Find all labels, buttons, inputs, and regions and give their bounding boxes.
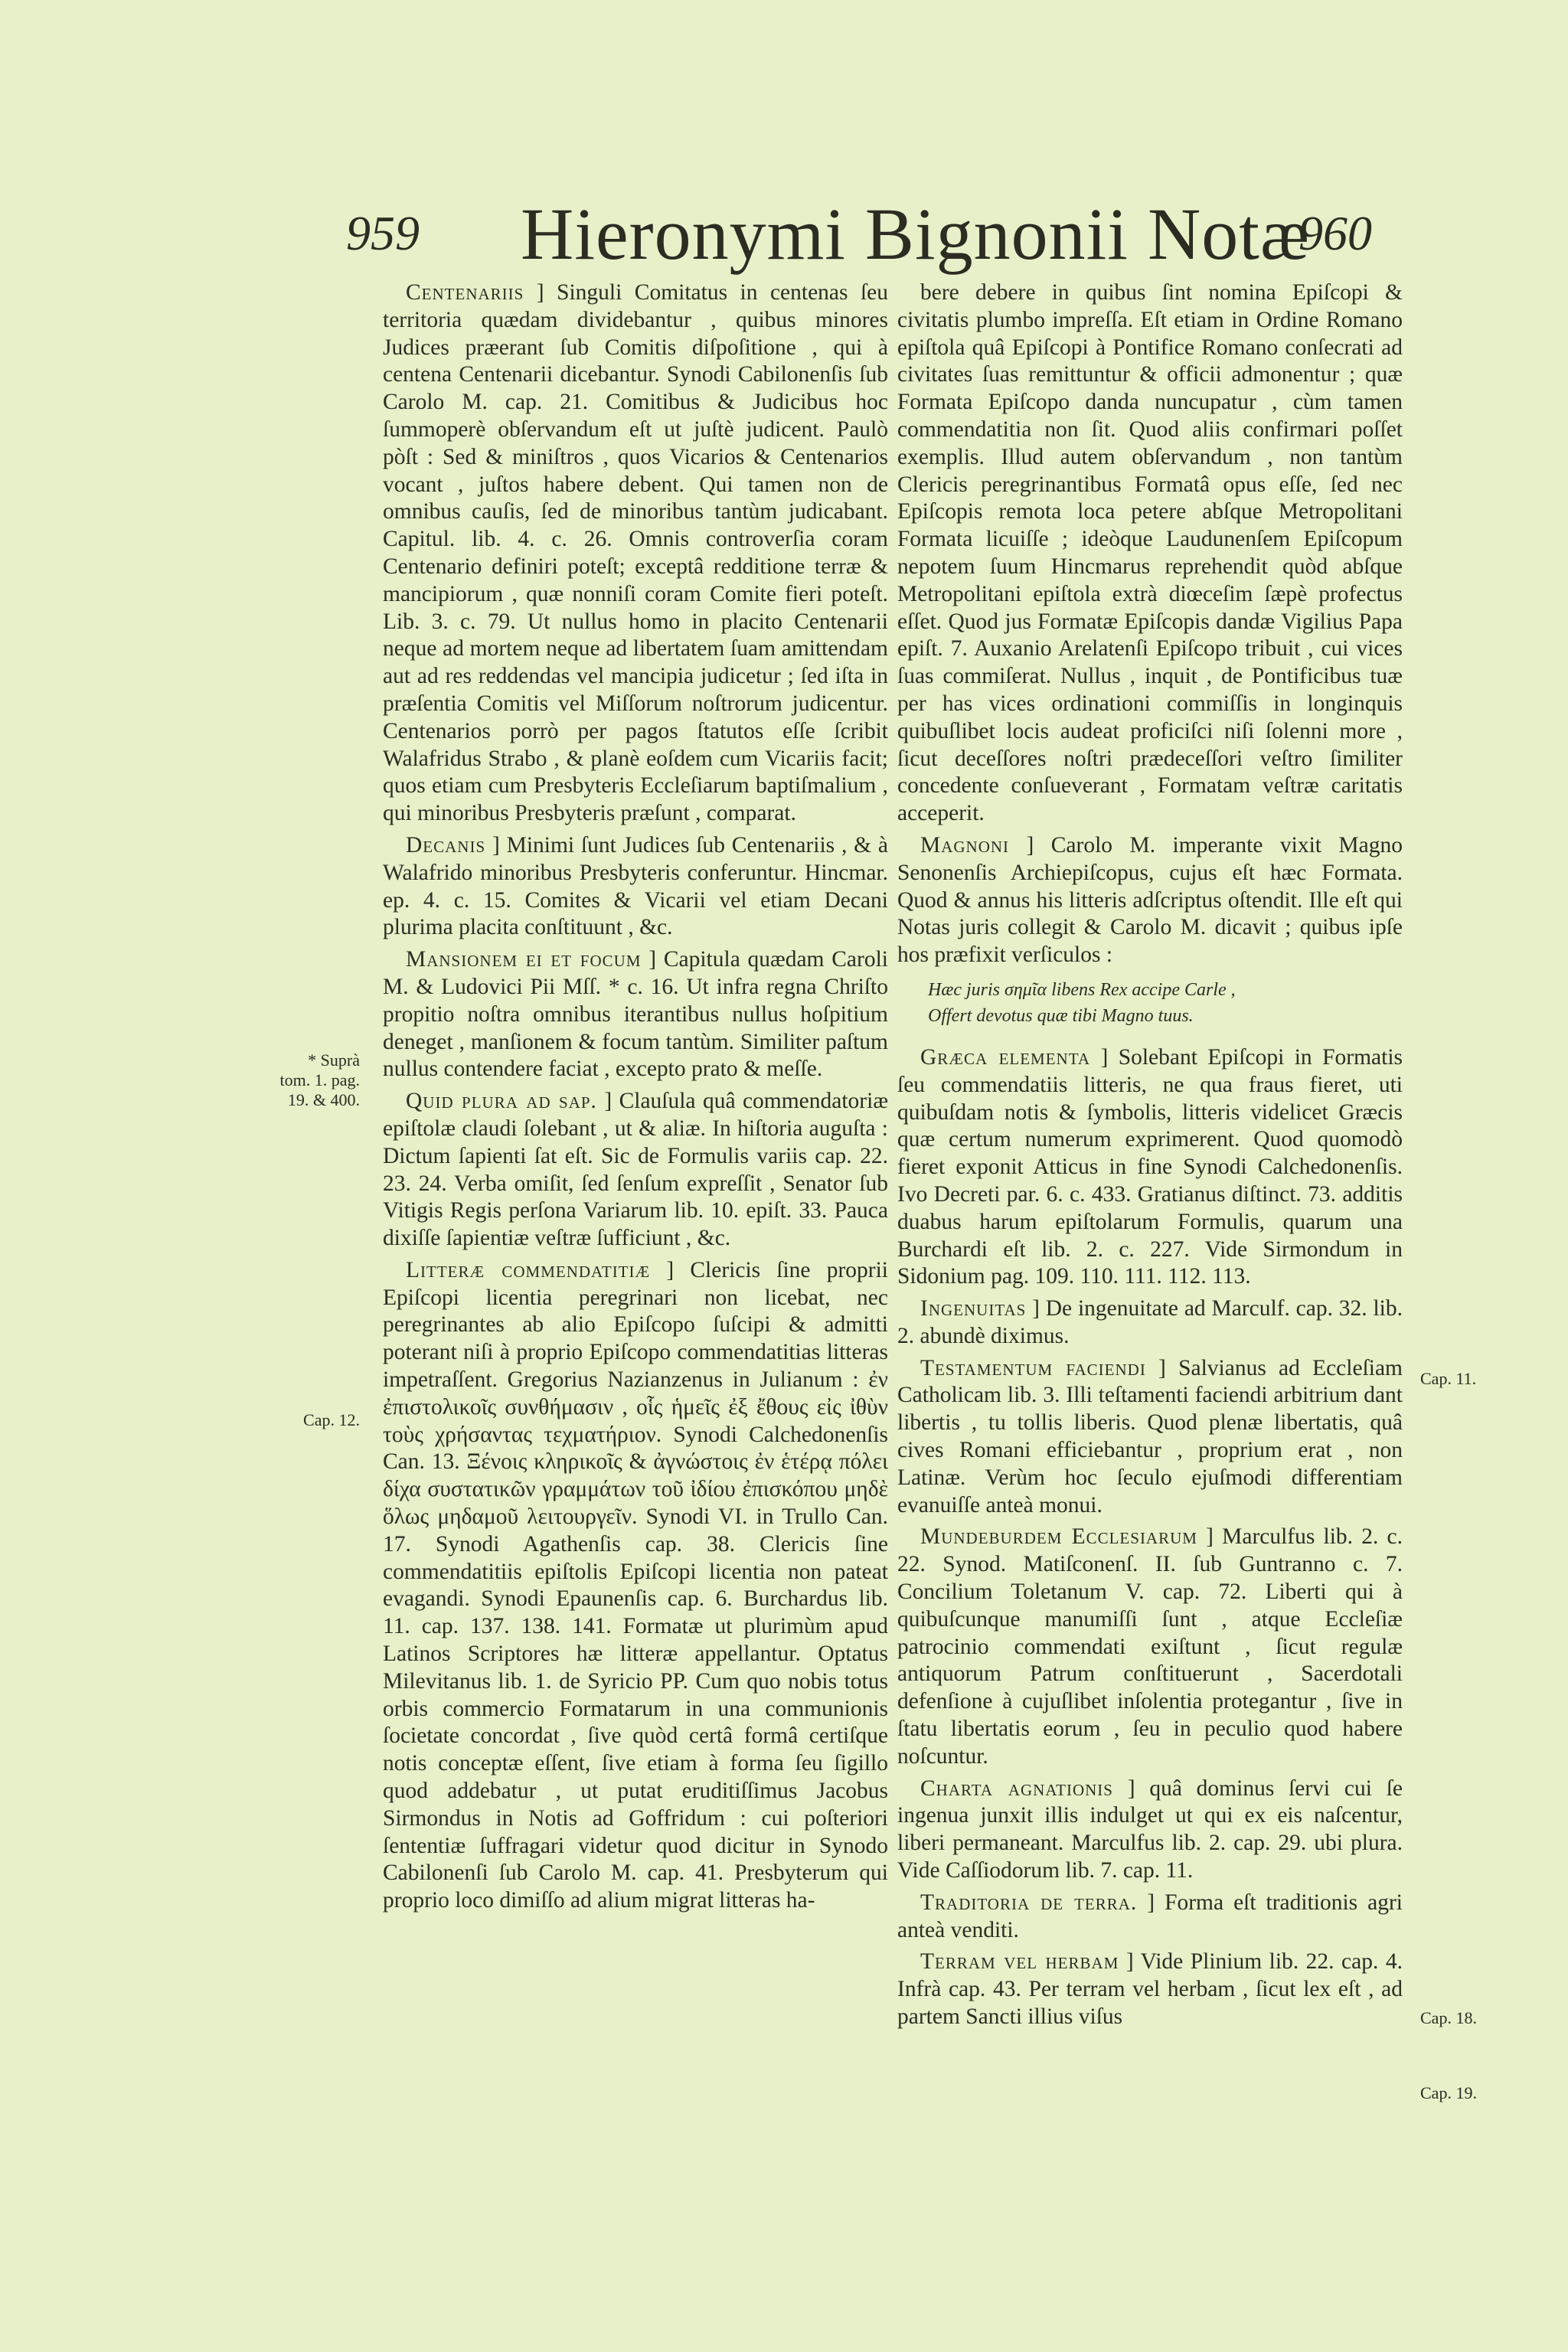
paragraph	[383, 832, 888, 942]
entry-text: ] De ingenuitate ad Marculf. cap. 32. lib. 2. abundè diximus.	[897, 1296, 1403, 1348]
paragraph	[897, 1295, 1403, 1351]
entry-text: ] Singuli Comitatus in centenas ſeu territoria quædam dividebantur , quibus minores Judices præerant ſub Comitis diſpoſitione , qui à centena Centenarii dicebantur. Synodi Cabilonenſis ſub Carolo M. cap. 21. Comitibus & Judicibus hoc ſummoperè obſervandum eſt ut juſtè judicent. Paulò pòſt : Sed & miniſtros , quos Vicarios & Centenarios vocant , juſtos habere debent. Qui tamen non de omnibus cauſis, ſed de minoribus tantùm judicabant. Capitul. lib. 4. c. 26. Omnis controverſia coram Centenario definiri poteſt; exceptâ redditione terræ & mancipiorum , quæ nonniſi coram Comite fieri poteſt. Lib. 3. c. 79. Ut nullus homo in placito Centenarii neque ad mortem neque ad libertatem ſuam amittendam aut ad res reddendas vel mancipia judicetur ; ſed iſta in præſentia Comitis vel Miſſorum noſtrorum judicentur. Centenarios porrò per pagos ſtatutos eſſe ſcribit Walafridus Strabo , & planè eoſdem cum Vicariis facit; quos etiam cum Presbyteris Eccleſiarum baptiſmalium , qui minoribus Presbyteris præſunt , comparat.	[383, 280, 888, 826]
entry-heading: Centenariis	[406, 280, 524, 305]
running-title: Hieronymi Bignonii Notæ	[521, 193, 1310, 275]
entry-text: ] Carolo M. imperante vixit Magno Senonenſis Archiepiſcopus, cujus eſt hæc Formata. Quod & annus his litteris adſcriptus oſtendit. Ille eſt qui Notas juris collegit & Carolo M. dicavit ; quibus ipſe hos præfixit verſiculos :	[897, 832, 1403, 968]
margin-line: tom. 1. pag.	[279, 1070, 360, 1089]
page-number-left: 959	[346, 206, 420, 260]
left-text-column	[383, 279, 888, 1919]
paragraph	[897, 1044, 1403, 1291]
entry-heading: Mundeburdem Ecclesiarum	[920, 1524, 1197, 1550]
margin-note-cap19: Cap. 19.	[1420, 2083, 1477, 2102]
paragraph	[897, 1949, 1403, 2030]
entry-text: ] Salvianus ad Eccleſiam Catholicam lib. 3. Illi teſtamenti faciendi arbitrium dant libertis , tu tollis liberis. Quod plenæ libertatis, quâ cives Romani efficiebantur , proprium erat , non Latinæ. Verùm hoc ſeculo ejuſmodi differentiam evanuiſſe anteà monui.	[897, 1355, 1403, 1517]
margin-line: * Suprà	[308, 1050, 360, 1070]
paragraph	[383, 946, 888, 1083]
entry-text: ] Vide Plinium lib. 22. cap. 4. Infrà cap. 43. Per terram vel herbam , ſicut lex eſt , ad partem Sancti illius viſus	[897, 1949, 1403, 2030]
margin-note-cap11: Cap. 11.	[1420, 1369, 1477, 1388]
paragraph	[897, 832, 1403, 969]
page-header	[0, 191, 1568, 276]
entry-heading: Magnoni	[920, 832, 1010, 858]
entry-heading: Decanis	[406, 832, 486, 858]
entry-text: ] quâ dominus ſervi cui ſe ingenua junxit illis indulget ut qui ex eis naſcentur, liberi permaneant. Marculfus lib. 2. cap. 29. ubi plura. Vide Caſſiodorum lib. 7. cap. 11.	[897, 1775, 1403, 1883]
margin-note-cap18: Cap. 18.	[1420, 2008, 1477, 2027]
paragraph	[383, 1257, 888, 1915]
entry-text: ] Capitula quædam Caroli M. & Ludovici Pii Mſſ. * c. 16. Ut infra regna Chriſto propitio noſtra omnibus iterantibus nullus hoſpitium deneget , manſionem & focum tantùm. Similiter paſtum nullus contendere faciat , excepto prato & meſſe.	[383, 947, 888, 1082]
paragraph	[897, 1524, 1403, 1770]
margin-note-cap12: Cap. 12.	[303, 1410, 360, 1429]
verse-line: Offert devotus quæ tibi Magno tuus.	[928, 1005, 1194, 1026]
entry-text: ] Clericis ſine proprii Epiſcopi licentia peregrinari non licebat, nec peregrinantes ab alio Epiſcopo ſuſcipi & admitti poterant niſi à proprio Epiſcopo commendatitias litteras impetraſſent. Gregorius Nazianzenus in Julianum : ἐν ἐπιστολικοῖς συνθήμασιν , οἷς ἡμεῖς ἐξ ἔθους εἰς ἰθὺν τοὺς χρήσαντας τεχματήριον. Synodi Calchedonenſis Can. 13. Ξένοις κληρικοῖς & ἀγνώστοις ἐν ἑτέρᾳ πόλει δίχα συστατικῶν γραμμάτων τοῦ ἰδίου ἐπισκόπου μηδὲ ὅλως μηδαμοῦ λειτουργεῖν. Synodi VI. in Trullo Can. 17. Synodi Agathenſis cap. 38. Clericis ſine commendatitiis epiſtolis Epiſcopi licentia non pateat evagandi. Synodi Epaunenſis cap. 6. Burchardus lib. 11. cap. 137. 138. 141. Formatæ ut plurimùm apud Latinos Scriptores hæ litteræ appellantur. Optatus Milevitanus lib. 1. de Syricio PP. Cum quo nobis totus orbis commercio Formatarum in una communionis ſocietate concordat , ſive quòd certâ formâ certiſque notis conceptæ eſſent, ſive etiam à forma ſeu ſigillo quod addebatur , ut putat eruditiſſimus Jacobus Sirmondus in Notis ad Goffridum : cui poſteriori ſententiæ ſuffragari videtur quod dicitur in Synodo Cabilonenſi ſub Carolo M. cap. 41. Presbyterum qui proprio loco dimiſſo ad alium migrat litteras ha-	[383, 1257, 888, 1913]
page-number-right: 960	[1298, 206, 1372, 260]
entry-heading: Terram vel herbam	[920, 1949, 1119, 1975]
entry-text: ] Clauſula quâ commendatoriæ epiſtolæ claudi ſolebant , ut & aliæ. In hiſtoria auguſta : Dictum ſapienti ſat eſt. Sic de Formulis variis cap. 22. 23. 24. Verba omiſit, ſed ſenſum expreſſit , Senator ſub Vitigis Regis perſona Variarum lib. 10. epiſt. 33. Pauca dixiſſe ſapientiæ veſtræ ſufficiunt , &c.	[383, 1089, 889, 1251]
entry-text: ] Forma eſt traditionis agri anteà venditi.	[897, 1890, 1403, 1942]
entry-heading: Charta agnationis	[920, 1775, 1113, 1801]
paragraph	[383, 279, 888, 828]
margin-line: 19. & 400.	[287, 1090, 360, 1109]
entry-heading: Traditoria de terra.	[920, 1890, 1138, 1915]
paragraph	[897, 1775, 1403, 1885]
entry-text: ] Solebant Epiſcopi in Formatis ſeu commendatiis litteris, ne qua fraus fieret, uti quibuſdam notis & ſymbolis, litteris videlicet Græcis quæ certum numerum exprimerent. Quod quomodò fieret exponit Atticus in fine Synodi Calchedonenſis. Ivo Decreti par. 6. c. 433. Gratianus diſtinct. 73. additis duabus harum epiſtolarum Formulis, quarum una Burchardi eſt lib. 2. c. 227. Vide Sirmondum in Sidonium pag. 109. 110. 111. 112. 113.	[897, 1044, 1403, 1289]
paragraph	[897, 1890, 1403, 1945]
entry-heading: Testamentum faciendi	[920, 1355, 1146, 1380]
entry-heading: Litteræ commendatitiæ	[406, 1257, 651, 1282]
entry-heading: Mansionem ei et focum	[406, 947, 642, 972]
paragraph	[897, 1355, 1403, 1520]
entry-text: ] Marculfus lib. 2. c. 22. Synod. Matiſconenſ. II. ſub Guntranno c. 7. Concilium Toletanum V. cap. 72. Liberti qui à quibuſcunque manumiſſi ſunt , atque Eccleſiæ patrocinio commendati exiſtunt , ſicut regulæ antiquorum Patrum conſtituerunt , Sacerdotali defenſione à cujuſlibet inſolentia protegantur , ſive in ſtatu libertatis eorum , ſeu in peculio quod habere noſcuntur.	[897, 1524, 1403, 1769]
entry-heading: Græca elementa	[920, 1044, 1091, 1070]
paragraph	[383, 1088, 888, 1253]
right-text-column	[897, 279, 1403, 2036]
entry-heading: Quid plura ad sap.	[406, 1089, 597, 1114]
paragraph	[897, 279, 1403, 828]
verse-block	[928, 977, 1403, 1029]
entry-text: ] Minimi ſunt Judices ſub Centenariis , & à Walafrido minoribus Presbyteris conferuntur. Hincmar. ep. 4. c. 15. Comites & Vicarii vel etiam Decani plurima placita conſtituunt , &c.	[383, 832, 888, 940]
verse-line: Hæc juris σημῖα libens Rex accipe Carle ,	[928, 979, 1236, 1000]
entry-heading: Ingenuitas	[920, 1296, 1027, 1321]
margin-note-supra	[245, 1050, 360, 1110]
entry-text: bere debere in quibus ſint nomina Epiſcopi & civitatis plumbo impreſſa. Eſt etiam in Ordine Romano epiſtola quâ Epiſcopi à Pontifice Romano conſecrati ad civitates ſuas remittuntur & officii admonentur ; quæ Formata Epiſcopo danda nuncupatur , cùm tamen commendatitia non ſit. Quod aliis confirmari poſſet exemplis. Illud autem obſervandum , non tantùm Clericis peregrinantibus Formatâ opus eſſe, ſed nec Epiſcopis remota loca petere abſque Metropolitani Formata licuiſſe ; ideòque Laudunenſem Epiſcopum nepotem ſuum Hincmarus reprehendit quòd abſque Metropolitani epiſtola extrà diœceſim ſæpè profectus eſſet. Quod jus Formatæ Epiſcopis dandæ Vigilius Papa epiſt. 7. Auxanio Arelatenſi Epiſcopo tribuit , cui vices ſuas commiſerat. Nullus , inquit , de Pontificibus tuæ per has vices ordinationi commiſſis in longinquis quibuſlibet locis audeat proficiſci niſi ſolenni more , ſicut deceſſores noſtri prædeceſſori veſtro ſimiliter concedente conſueverant , Formatam veſtræ caritatis acceperit.	[897, 280, 1403, 826]
